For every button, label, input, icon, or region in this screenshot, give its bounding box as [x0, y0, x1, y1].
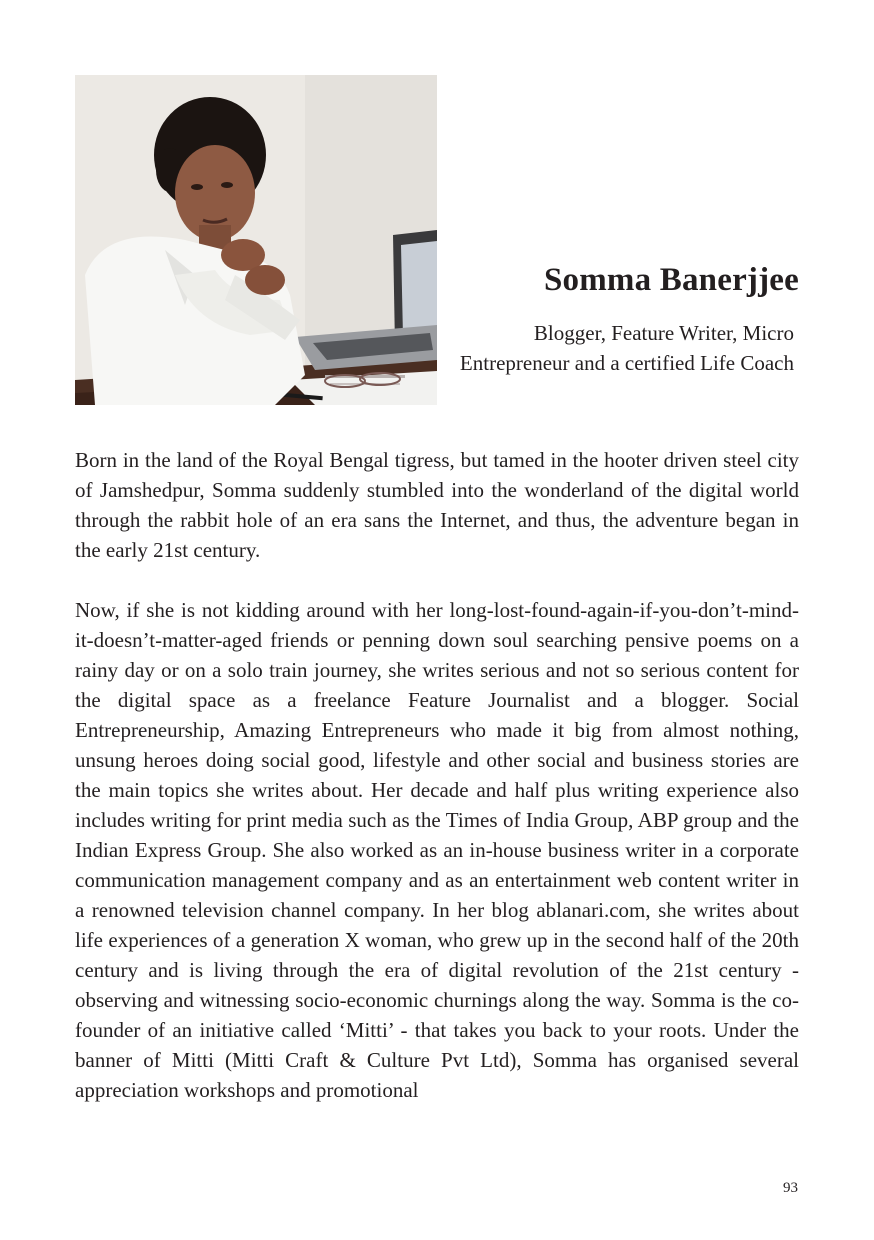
author-role: Blogger, Feature Writer, Micro Entrepreneur and a certified Life Coach — [459, 321, 794, 375]
author-photo — [75, 75, 437, 405]
bio-paragraph: Now, if she is not kidding around with her long-lost-found-again-if-you-don’t-mind- it-doesn’t-matter-aged friends or penning down soul searching pensive poems on a rainy day or on a solo train journey, she writes serious and not so serious content for the digital space as a freelance Feature Journalist and a blogger. Social Entrepreneurship, Amazing Entrepreneurs who made it big from almost nothing, unsung heroes doing social good, lifestyle and other social and business stories are the main topics she writes about. Her decade and half plus writing experience also includes writing for print media such as the Times of India Group, ABP group and the Indian Express Group. She also worked as an in-house business writer in a corporate communication management company and as an entertainment web content writer in a renowned television channel company. In her blog ablanari.com, she writes about life experiences of a generation X woman, who grew up in the second half of the 20th century and is living through the era of digital revolution of the 21st century - observing and witnessing socio-economic churnings along the way. Somma is the co-founder of an initiative called ‘Mitti’ - that takes you back to your roots. Under the banner of Mitti (Mitti Craft & Culture Pvt Ltd), Somma has organised several appreciation workshops and promotional — [75, 598, 799, 1102]
bio-paragraph: Born in the land of the Royal Bengal tigress, but tamed in the hooter driven steel city of Jamshedpur, Somma suddenly stumbled into the wonderland of the digital world through the rabbit hole of an era sans the Internet, and thus, the adventure began in the early 21st century. — [75, 448, 799, 562]
author-name: Somma Banerjjee — [543, 262, 799, 298]
bio-text — [75, 445, 799, 1105]
page-number: 93 — [783, 1180, 798, 1196]
